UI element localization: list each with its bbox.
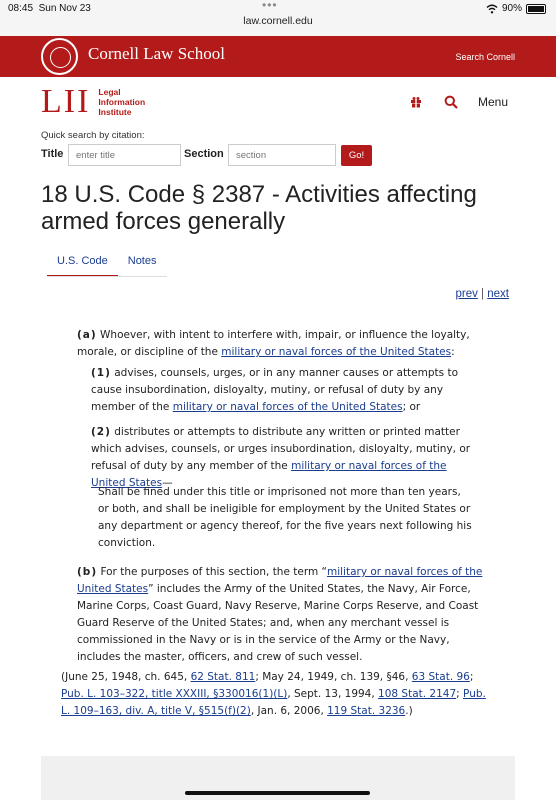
status-time: 08:45 Sun Nov 23 — [8, 3, 91, 14]
battery-percent: 90% — [501, 3, 522, 14]
quick-search-label: Quick search by citation: — [41, 130, 145, 141]
battery-icon — [526, 4, 546, 14]
subsection-a: (a) Whoever, with intent to interfere with, impair, or influence the loyalty, morale, or discipline of the military or naval forces of the United States: — [77, 329, 470, 358]
public-law-link[interactable]: Pub. L. 109–163, div. A, title V, §515(f)(2) — [61, 688, 486, 717]
home-indicator[interactable] — [185, 791, 370, 795]
tab-bar — [47, 251, 167, 277]
menu-button[interactable]: Menu — [478, 95, 509, 109]
wifi-icon — [486, 4, 498, 14]
source-credits: (June 25, 1948, ch. 645, 62 Stat. 811; May 24, 1949, ch. 139, §46, 63 Stat. 96; Pub. L. 103–322, title XXXIII, §330016(1)(L), Sept. 13, 1994, 108 Stat. 2147; Pub. L. 109–163, div. A, title V, §515(f)(2), Jan. 6, 2006, 119 Stat. 3236.) — [61, 671, 486, 717]
banner-title[interactable]: Cornell Law School — [88, 44, 225, 63]
cornell-banner — [0, 36, 556, 77]
lii-logo[interactable] — [41, 84, 145, 119]
definition-link[interactable]: military or naval forces of the United States — [91, 460, 447, 489]
tab-us-code[interactable]: U.S. Code — [47, 251, 118, 277]
paragraph-1: (1) advises, counsels, urges, or in any manner causes or attempts to cause insubordination, disloyalty, mutiny, or refusal of duty by any member of the military or naval forces of the United States; or — [91, 367, 458, 413]
next-link[interactable]: next — [487, 288, 509, 300]
stat-link[interactable]: 63 Stat. 96 — [411, 671, 470, 683]
lii-logo-mark: LII — [41, 82, 91, 120]
public-law-link[interactable]: Pub. L. 103–322, title XXXIII, §330016(1)(L) — [61, 688, 288, 700]
paragraph-1-label: (1) — [91, 367, 111, 379]
paragraph-2: (2) distributes or attempts to distribute any written or printed matter which advises, counsels, or urges insubordination, disloyalty, mutiny, or refusal of duty by any member of the military or naval forces of the United States— — [91, 426, 471, 489]
subsection-a-label: (a) — [77, 329, 97, 341]
stat-link[interactable]: 108 Stat. 2147 — [378, 688, 457, 700]
section-input[interactable] — [228, 144, 336, 166]
tab-underline-divider — [47, 276, 167, 277]
stat-link[interactable]: 62 Stat. 811 — [190, 671, 256, 683]
paragraph-2-text: distributes or attempts to distribute any written or printed matter which advises, counsels, or urges insubordination, disloyalty, mutiny, or refusal of duty by any member of the — [91, 426, 471, 472]
cornell-seal-logo[interactable] — [41, 38, 78, 75]
flush-language: Shall be fined under this title or imprisoned not more than ten years, or both, and shall be ineligible for employment by the United States or any department or agency thereof, for the five years next following his conviction. — [98, 486, 472, 549]
paragraph-2-label: (2) — [91, 426, 111, 438]
prev-link[interactable]: prev — [455, 288, 478, 300]
gift-icon[interactable] — [410, 96, 422, 108]
subsection-b: (b) For the purposes of this section, the term “military or naval forces of the United States” includes the Army of the United States, the Navy, Air Force, Marine Corps, Coast Guard, Navy Reserve, Marine Corps Reserve, and Coast Guard Reserve of the United States; and, when any merchant vessel is commissioned in the Navy or is in the service of the Army or the Navy, includes the master, officers, and crew of such vessel. — [77, 566, 483, 663]
title-input[interactable] — [68, 144, 181, 166]
definition-link[interactable]: military or naval forces of the United States — [221, 346, 452, 358]
page-title: 18 U.S. Code § 2387 - Activities affecting armed forces generally — [41, 181, 477, 235]
title-label: Title — [41, 148, 64, 160]
status-right — [486, 3, 546, 14]
search-icon[interactable] — [444, 95, 458, 109]
definition-link[interactable]: military or naval forces of the United States — [172, 401, 403, 413]
lii-logo-text: Legal Information Institute — [98, 86, 146, 117]
search-cornell-link[interactable]: Search Cornell — [455, 52, 515, 62]
subsection-b-text: For the purposes of this section, the term “ — [100, 566, 327, 578]
pager — [455, 288, 509, 300]
section-label: Section — [184, 148, 224, 160]
more-dots-icon[interactable]: ••• — [262, 0, 278, 12]
tab-notes[interactable]: Notes — [127, 255, 157, 267]
pager-separator: | — [481, 288, 485, 300]
subsection-b-label: (b) — [77, 566, 98, 578]
subsection-a-text: Whoever, with intent to interfere with, impair, or influence the loyalty, morale, or discipline of the — [77, 329, 470, 358]
status-bar — [0, 0, 556, 36]
definition-link[interactable]: military or naval forces of the United States — [77, 566, 483, 595]
paragraph-1-text: advises, counsels, urges, or in any manner causes or attempts to cause insubordination, disloyalty, mutiny, or refusal of duty by any member of the — [91, 367, 458, 413]
go-button[interactable]: Go! — [341, 145, 372, 166]
stat-link[interactable]: 119 Stat. 3236 — [327, 705, 406, 717]
url-bar[interactable]: law.cornell.edu — [243, 15, 313, 27]
